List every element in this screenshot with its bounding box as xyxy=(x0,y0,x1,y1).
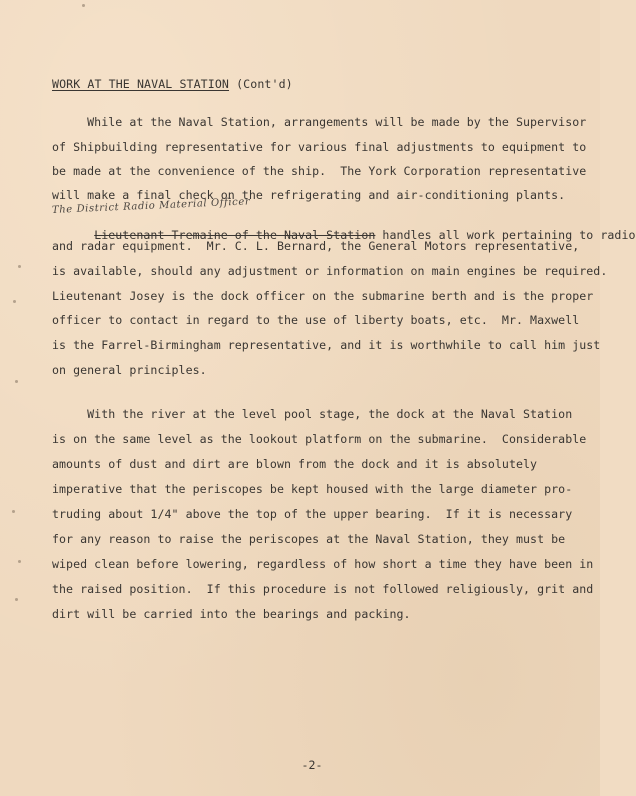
handwritten-annotation: The District Radio Material Officer xyxy=(51,196,251,216)
text-line: officer to contact in regard to the use of liberty boats, etc. Mr. Maxwell xyxy=(52,313,580,327)
paper-speck xyxy=(18,265,21,268)
text-line-rest: handles all work pertaining to radio xyxy=(375,228,636,242)
paper-speck xyxy=(18,560,21,563)
text-line: is available, should any adjustment or information on main engines be required. xyxy=(52,264,608,278)
text-line: imperative that the periscopes be kept housed with the large diameter pro- xyxy=(52,482,573,496)
section-heading-title: WORK AT THE NAVAL STATION xyxy=(52,77,230,91)
paper-speck xyxy=(12,510,15,513)
paper-speck xyxy=(82,4,85,7)
text-line: the raised position. If this procedure is not followed religiously, grit and xyxy=(52,582,594,596)
text-line: for any reason to raise the periscopes at the Naval Station, they must be xyxy=(52,532,566,546)
struck-text: Lieutenant Tremaine of the Naval Station xyxy=(94,228,376,242)
text-line: truding about 1/4" above the top of the upper bearing. If it is necessary xyxy=(52,507,573,521)
text-line: of Shipbuilding representative for various final adjustments to equipment to xyxy=(52,140,587,154)
section-heading xyxy=(52,77,293,91)
text-line: and radar equipment. Mr. C. L. Bernard, the General Motors representative, xyxy=(52,239,580,253)
text-line: dirt will be carried into the bearings and packing. xyxy=(52,607,411,621)
text-line: amounts of dust and dirt are blown from the dock and it is absolutely xyxy=(52,457,538,471)
text-line: is on the same level as the lookout platform on the submarine. Considerable xyxy=(52,432,587,446)
text-line: on general principles. xyxy=(52,363,207,377)
text-line: While at the Naval Station, arrangements will be made by the Supervisor xyxy=(52,115,587,129)
text-line: Lieutenant Josey is the dock officer on the submarine berth and is the proper xyxy=(52,289,594,303)
page-number: -2- xyxy=(301,758,323,772)
text-line: will make a final check on the refrigerating and air-conditioning plants. xyxy=(52,188,566,202)
paper-speck xyxy=(13,300,16,303)
text-line: be made at the convenience of the ship. The York Corporation representative xyxy=(52,164,587,178)
paper-speck xyxy=(15,380,18,383)
section-heading-suffix: (Cont'd) xyxy=(229,77,293,91)
paper-speck xyxy=(15,598,18,601)
text-line: With the river at the level pool stage, the dock at the Naval Station xyxy=(52,407,573,421)
text-line: is the Farrel-Birmingham representative, and it is worthwhile to call him just xyxy=(52,338,601,352)
text-line: wiped clean before lowering, regardless of how short a time they have been in xyxy=(52,557,594,571)
